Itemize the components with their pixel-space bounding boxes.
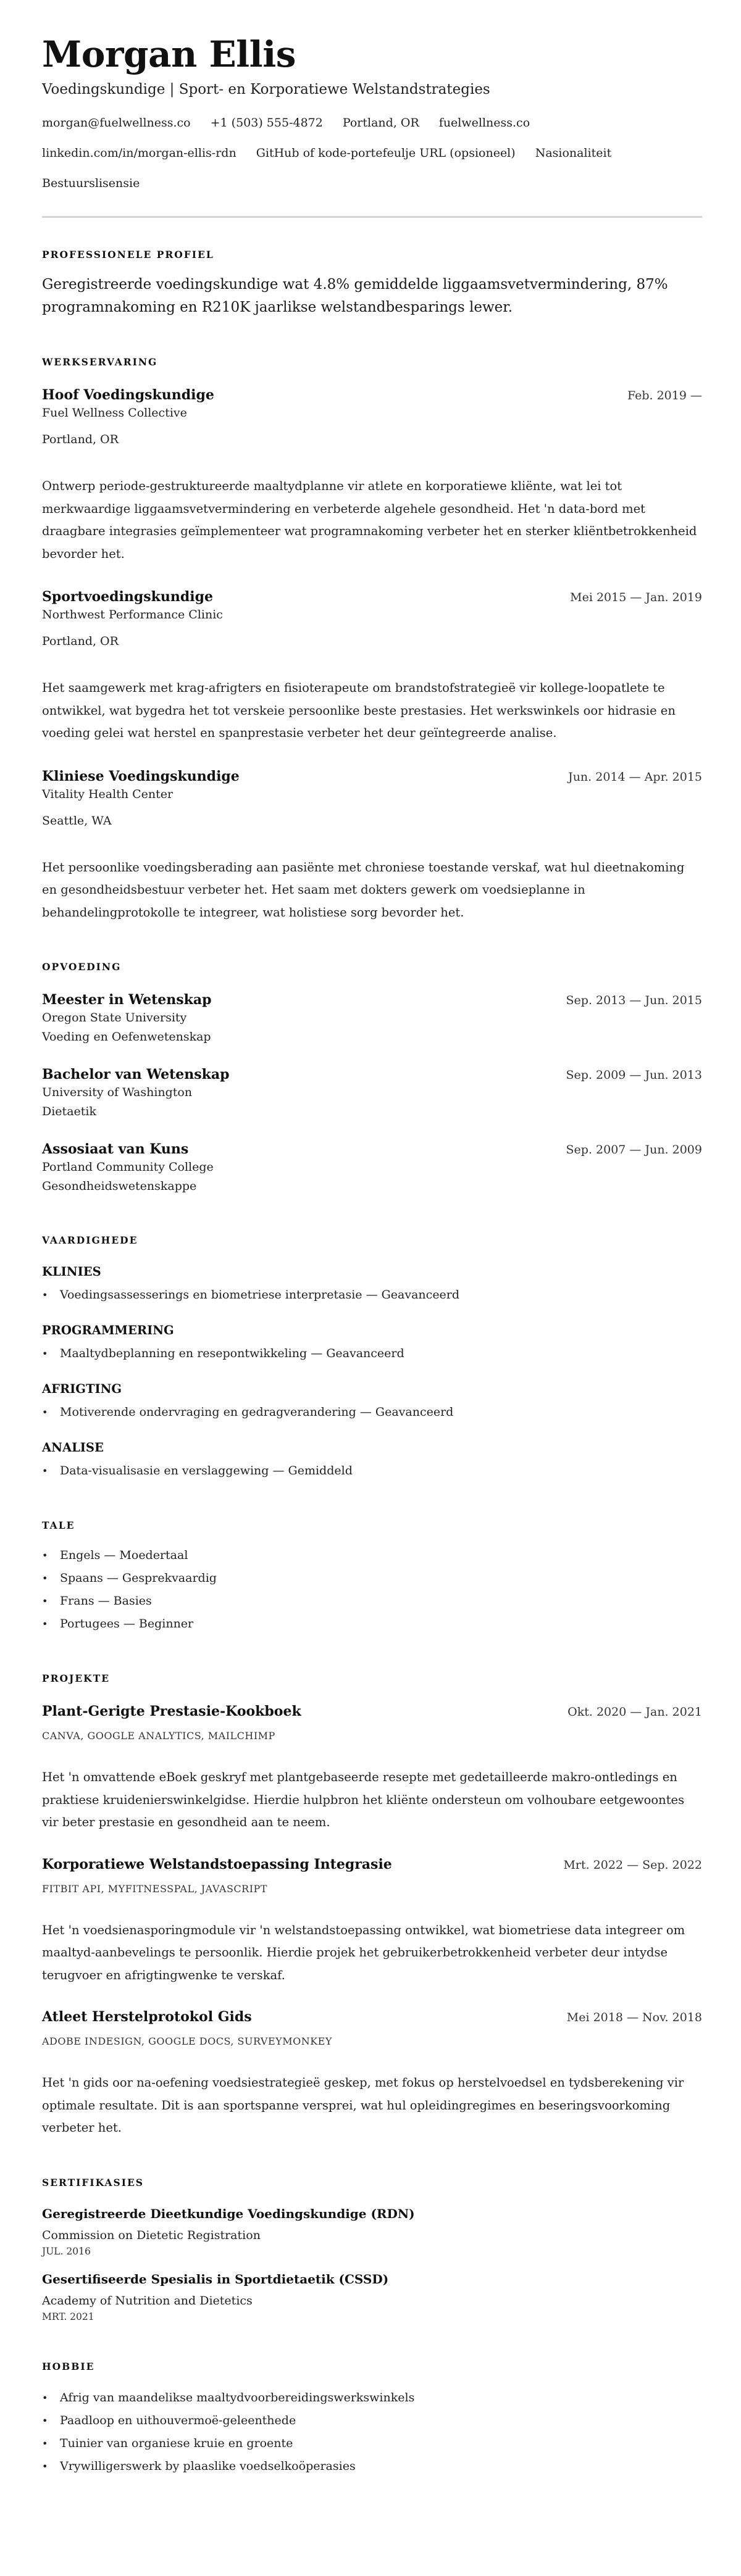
skill-list	[42, 1342, 702, 1365]
language-item: • Spaans — Gesprekvaardig	[42, 1567, 702, 1590]
job-header	[42, 588, 702, 606]
contact-nationality: Nasionaliteit	[535, 146, 612, 160]
school-name: University of Washington	[42, 1086, 193, 1099]
education-header	[42, 1065, 702, 1084]
certification-title: Gesertifiseerde Spesialis in Sportdietaetik (CSSD)	[42, 2271, 389, 2287]
project-tech: ADOBE INDESIGN, GOOGLE DOCS, SURVEYMONKEY	[42, 2035, 332, 2047]
languages-list	[42, 1544, 702, 1635]
header-divider	[42, 216, 702, 218]
education-entry	[42, 1140, 702, 1197]
hobby-item: • Afrig van maandelikse maaltydvoorbereidingswerkswinkels	[42, 2387, 702, 2409]
job-dates: Jun. 2014 — Apr. 2015	[568, 770, 702, 784]
projects-section	[42, 1672, 702, 2140]
section-heading: VAARDIGHEDE	[42, 1234, 138, 1246]
certifications-section	[42, 2177, 702, 2324]
skill-item: • Maaltydbeplanning en resepontwikkeling — Geavanceerd	[42, 1342, 702, 1365]
hobby-item: • Vrywilligerswerk by plaaslike voedselkoöperasies	[42, 2455, 702, 2478]
section-heading: PROJEKTE	[42, 1672, 111, 1684]
contact-drivers-license: Bestuurslisensie	[42, 177, 140, 190]
hobby-item: • Tuinier van organiese kruie en groente	[42, 2432, 702, 2455]
project-dates: Mei 2018 — Nov. 2018	[566, 2011, 702, 2024]
job-dates: Mei 2015 — Jan. 2019	[570, 591, 702, 604]
skill-category: PROGRAMMERING	[42, 1323, 174, 1337]
project-tech: CANVA, GOOGLE ANALYTICS, MAILCHIMP	[42, 1730, 275, 1742]
contact-linkedin[interactable]: linkedin.com/in/morgan-ellis-rdn	[42, 146, 237, 160]
job-title: Hoof Voedingskundige	[42, 387, 214, 403]
job-entry	[42, 588, 702, 745]
contact-email[interactable]: morgan@fuelwellness.co	[42, 116, 191, 130]
degree: Meester in Wetenskap	[42, 992, 212, 1008]
job-location: Seattle, WA	[42, 813, 112, 828]
language-item: • Portugees — Beginner	[42, 1613, 702, 1635]
job-title: Sportvoedingskundige	[42, 589, 214, 605]
field-of-study: Voeding en Oefenwetenskap	[42, 1030, 211, 1044]
skill-item: • Motiverende ondervraging en gedragverandering — Geavanceerd	[42, 1401, 702, 1424]
skills-section	[42, 1234, 702, 1482]
job-location: Portland, OR	[42, 634, 119, 648]
job-header	[42, 386, 702, 404]
section-heading: WERKSERVARING	[42, 356, 158, 368]
project-header	[42, 2008, 702, 2026]
education-dates: Sep. 2009 — Jun. 2013	[566, 1068, 702, 1082]
degree: Bachelor van Wetenskap	[42, 1066, 230, 1082]
job-entry	[42, 386, 702, 565]
project-tech: FITBIT API, MYFITNESSPAL, JAVASCRIPT	[42, 1882, 267, 1895]
certification-date: JUL. 2016	[42, 2245, 91, 2257]
certification-date: MRT. 2021	[42, 2311, 94, 2322]
language-item: • Frans — Basies	[42, 1590, 702, 1613]
section-heading: OPVOEDING	[42, 961, 122, 973]
profile-section	[42, 249, 702, 319]
project-dates: Mrt. 2022 — Sep. 2022	[563, 1858, 702, 1872]
skill-list	[42, 1460, 702, 1482]
certification-issuer: Commission on Dietetic Registration	[42, 2228, 261, 2242]
project-entry	[42, 1702, 702, 1834]
education-section	[42, 961, 702, 1197]
profile-summary: Geregistreerde voedingskundige wat 4.8% gemiddelde liggaamsvetvermindering, 87% programnakoming en R210K jaarlikse welstandbesparings lewer.	[42, 276, 668, 315]
education-entry	[42, 991, 702, 1048]
contact-github: GitHub of kode-portefeulje URL (opsioneel)	[256, 146, 516, 160]
skill-list	[42, 1284, 702, 1307]
project-header	[42, 1702, 702, 1721]
project-description: Het 'n gids oor na-oefening voedsiestrategieë geskep, met fokus op herstelvoedsel en tydsberekening vir optimale resultate. Dit is aan sportspanne versprei, wat hul opleidingregimes en beseringsvoorkoming verbeter het.	[42, 2075, 684, 2135]
education-dates: Sep. 2007 — Jun. 2009	[566, 1143, 702, 1157]
certification-entry	[42, 2271, 702, 2324]
section-heading: SERTIFIKASIES	[42, 2176, 144, 2188]
hobbies-list	[42, 2387, 702, 2478]
field-of-study: Dietaetik	[42, 1105, 96, 1118]
resume-header	[42, 32, 702, 193]
skill-item: • Data-visualisasie en verslaggewing — Gemiddeld	[42, 1460, 702, 1482]
job-description: Het saamgewerk met krag-afrigters en fisioterapeute om brandstofstrategieë vir kollege-loopatlete te ontwikkel, wat bygedra het tot verskeie persoonlike beste prestasies. Het werkswinkels oor hidrasie en voeding gelei wat herstel en spanprestasie verbeter het deur geïntegreerde analise.	[42, 681, 676, 740]
company-name: Northwest Performance Clinic	[42, 608, 223, 621]
contact-info	[42, 114, 702, 193]
job-description: Het persoonlike voedingsberading aan pasiënte met chroniese toestande verskaf, wat hul dieetnakoming en gesondheidsbestuur verbeter het. Het saam met dokters gewerk om voedsieplanne in behandelingprotokolle te integreer, wat holistiese sorg bevorder het.	[42, 860, 685, 920]
skill-item: • Voedingsassesserings en biometriese interpretasie — Geavanceerd	[42, 1284, 702, 1307]
candidate-name: Morgan Ellis	[42, 33, 296, 75]
section-heading: PROFESSIONELE PROFIEL	[42, 249, 214, 260]
project-description: Het 'n voedsienasporingmodule vir 'n welstandstoepassing ontwikkel, wat biometriese data integreer om maaltyd-aanbevelings te persoonlik. Hierdie projek het gebruikerbetrokkenheid verbeter deur intydse terugvoer en afrigtingwenke te verskaf.	[42, 1922, 685, 1982]
education-header	[42, 991, 702, 1009]
job-header	[42, 767, 702, 786]
school-name: Portland Community College	[42, 1160, 214, 1174]
job-title: Kliniese Voedingskundige	[42, 768, 240, 784]
project-description: Het 'n omvattende eBoek geskryf met plantgebaseerde resepte met gedetailleerde makro-ontledings en praktiese kruidenierswinkelgidse. Hierdie hulpbron het kliënte ondersteun om volhoubare eetgewoontes vir beter prestasie en gesondheid aan te neem.	[42, 1770, 685, 1829]
skill-category: KLINIES	[42, 1265, 101, 1279]
skill-category: ANALISE	[42, 1440, 104, 1455]
school-name: Oregon State University	[42, 1011, 187, 1024]
contact-website[interactable]: fuelwellness.co	[438, 116, 530, 130]
certification-title: Geregistreerde Dieetkundige Voedingskundige (RDN)	[42, 2206, 415, 2221]
project-title: Korporatiewe Welstandstoepassing Integrasie	[42, 1856, 392, 1872]
skill-category: AFRIGTING	[42, 1382, 122, 1396]
company-name: Fuel Wellness Collective	[42, 406, 187, 420]
experience-section	[42, 356, 702, 924]
contact-phone: +1 (503) 555-4872	[210, 116, 323, 130]
job-dates: Feb. 2019 —	[627, 389, 702, 402]
certification-issuer: Academy of Nutrition and Dietetics	[42, 2293, 253, 2308]
project-dates: Okt. 2020 — Jan. 2021	[567, 1705, 702, 1719]
field-of-study: Gesondheidswetenskappe	[42, 1179, 197, 1193]
degree: Assosiaat van Kuns	[42, 1141, 189, 1157]
headline: Voedingskundige | Sport- en Korporatiewe Welstandstrategies	[42, 81, 490, 98]
skill-list	[42, 1401, 702, 1424]
job-description: Ontwerp periode-gestruktureerde maaltydplanne vir atlete en korporatiewe kliënte, wat lei tot merkwaardige liggaamsvetvermindering en verbeterde algehele gesondheid. Het 'n data-bord met draagbare integrasies geïmplementeer wat programnakoming verbeter het en sterker kliëntbetrokkenheid bevorder het.	[42, 479, 697, 561]
project-header	[42, 1855, 702, 1874]
education-header	[42, 1140, 702, 1158]
section-heading: HOBBIE	[42, 2360, 95, 2372]
section-heading: TALE	[42, 1519, 75, 1531]
job-location: Portland, OR	[42, 433, 119, 446]
languages-section	[42, 1519, 702, 1635]
certification-entry	[42, 2205, 702, 2258]
project-title: Plant-Gerigte Prestasie-Kookboek	[42, 1703, 301, 1719]
hobbies-section	[42, 2361, 702, 2478]
education-entry	[42, 1065, 702, 1123]
project-entry	[42, 2008, 702, 2140]
language-item: • Engels — Moedertaal	[42, 1544, 702, 1567]
hobby-item: • Paadloop en uithouvermoë-geleenthede	[42, 2409, 702, 2432]
education-dates: Sep. 2013 — Jun. 2015	[566, 994, 702, 1007]
project-title: Atleet Herstelprotokol Gids	[42, 2009, 252, 2025]
job-entry	[42, 767, 702, 924]
company-name: Vitality Health Center	[42, 787, 174, 801]
contact-location: Portland, OR	[342, 116, 419, 130]
project-entry	[42, 1855, 702, 1987]
